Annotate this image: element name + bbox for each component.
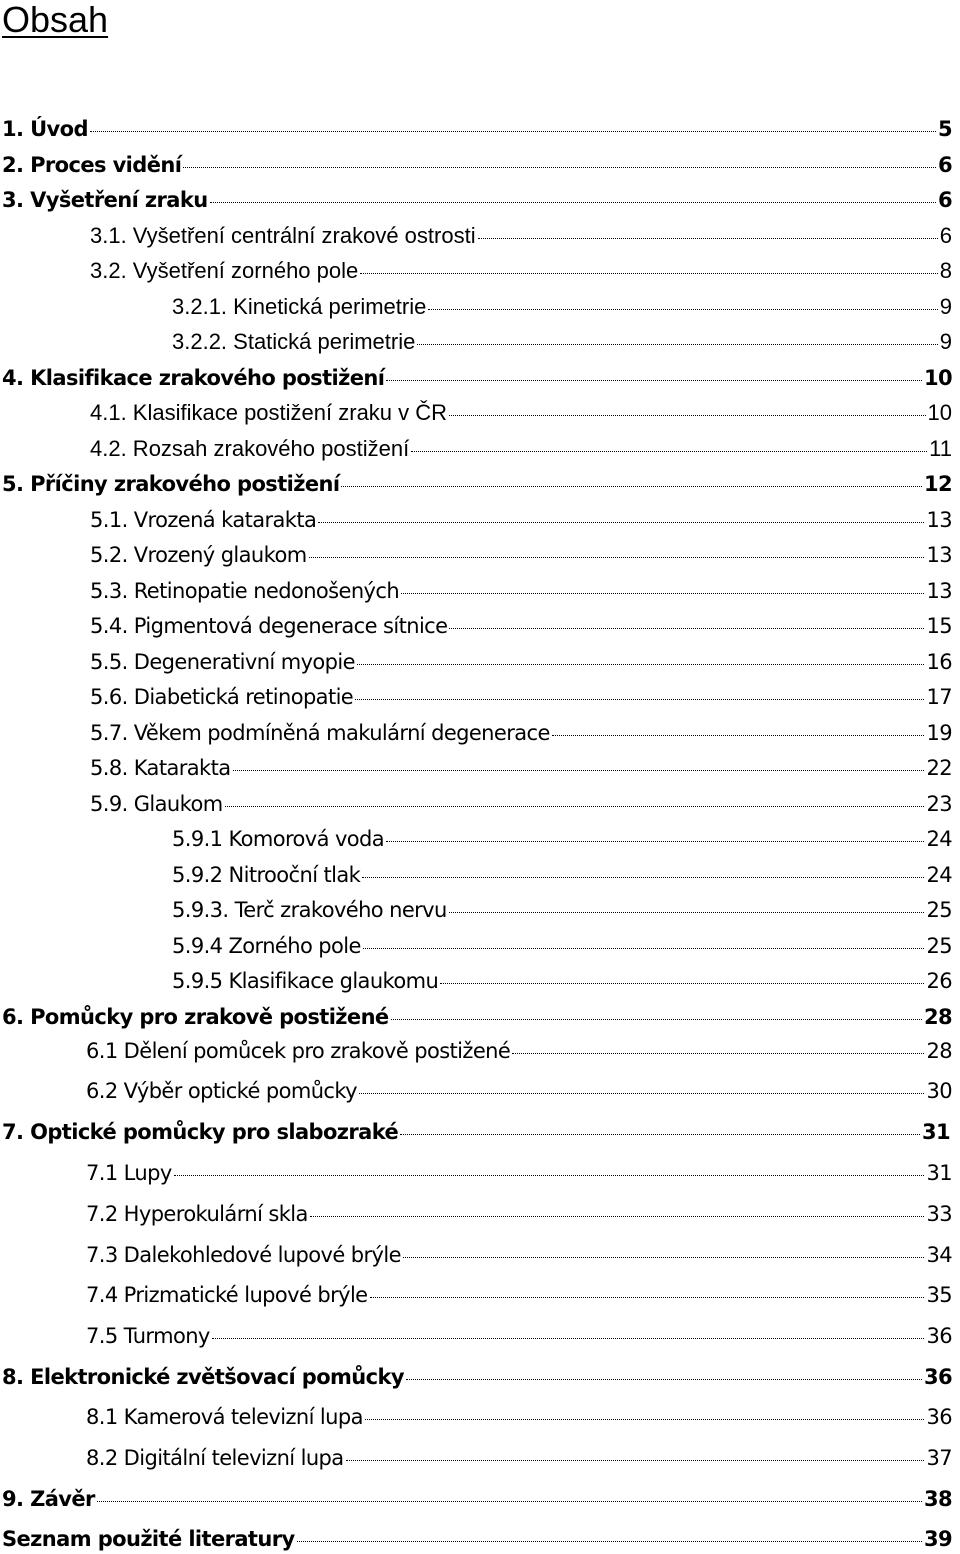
toc-entry-page-number: 6 bbox=[939, 223, 952, 248]
toc-entry[interactable] bbox=[90, 755, 952, 781]
toc-entry-page-number: 24 bbox=[926, 863, 952, 887]
toc-entry-page-number: 36 bbox=[926, 1324, 952, 1348]
toc-entry[interactable] bbox=[172, 329, 952, 355]
dot-leader bbox=[449, 912, 925, 913]
toc-entry-page-number: 8 bbox=[939, 258, 952, 283]
dot-leader bbox=[512, 1053, 924, 1054]
toc-entry[interactable] bbox=[90, 791, 952, 817]
toc-entry-label: 9. Závěr bbox=[2, 1487, 95, 1511]
toc-entry[interactable] bbox=[86, 1160, 952, 1186]
toc-entry-page-number: 39 bbox=[923, 1527, 952, 1551]
toc-entry[interactable] bbox=[172, 826, 952, 852]
toc-entry-page-number: 13 bbox=[926, 579, 952, 603]
dot-leader bbox=[400, 1134, 920, 1135]
toc-entry-label: 5.9.2 Nitrooční tlak bbox=[172, 863, 361, 887]
toc-entry-page-number: 26 bbox=[926, 969, 952, 993]
toc-entry-page-number: 10 bbox=[927, 400, 952, 425]
toc-entry-label: 5.9.3. Terč zrakového nervu bbox=[172, 898, 447, 922]
toc-entry-page-number: 9 bbox=[939, 294, 952, 319]
toc-entry-page-number: 33 bbox=[926, 1202, 952, 1226]
toc-entry-label: 5.4. Pigmentová degenerace sítnice bbox=[90, 614, 448, 638]
toc-entry[interactable] bbox=[172, 968, 952, 994]
toc-entry-page-number: 11 bbox=[929, 436, 952, 461]
dot-leader bbox=[417, 344, 937, 345]
toc-entry-label: 5.3. Retinopatie nedonošených bbox=[90, 579, 400, 603]
toc-entry-label: 5.5. Degenerativní myopie bbox=[90, 650, 355, 674]
toc-entry-label: 8. Elektronické zvětšovací pomůcky bbox=[2, 1365, 404, 1389]
toc-entry-page-number: 25 bbox=[926, 898, 952, 922]
dot-leader bbox=[386, 841, 924, 842]
toc-entry-page-number: 24 bbox=[926, 827, 952, 851]
toc-entry-label: 8.2 Digitální televizní lupa bbox=[86, 1446, 344, 1470]
dot-leader bbox=[225, 806, 925, 807]
toc-entry-page-number: 34 bbox=[926, 1243, 952, 1267]
dot-leader bbox=[183, 167, 936, 168]
toc-entry[interactable] bbox=[86, 1282, 952, 1308]
toc-entry-label: 7.5 Turmony bbox=[86, 1324, 210, 1348]
dot-leader bbox=[97, 1501, 922, 1502]
toc-entry[interactable] bbox=[90, 684, 952, 710]
toc-entry[interactable] bbox=[86, 1201, 952, 1227]
toc-entry[interactable] bbox=[2, 1119, 950, 1145]
toc-entry[interactable] bbox=[2, 1364, 952, 1390]
toc-entry-page-number: 22 bbox=[926, 756, 952, 780]
dot-leader bbox=[212, 1338, 925, 1339]
dot-leader bbox=[428, 309, 937, 310]
toc-entry-page-number: 19 bbox=[926, 721, 952, 745]
toc-entry-page-number: 35 bbox=[926, 1283, 952, 1307]
toc-entry[interactable] bbox=[172, 862, 952, 888]
toc-entry-label: 3.2.1. Kinetická perimetrie bbox=[172, 294, 427, 319]
toc-entry[interactable] bbox=[90, 258, 952, 284]
dot-leader bbox=[401, 593, 924, 594]
toc-entry-label: 4. Klasifikace zrakového postižení bbox=[2, 366, 385, 390]
toc-entry-label: 6.2 Výběr optické pomůcky bbox=[86, 1079, 357, 1103]
toc-entry-label: 8.1 Kamerová televizní lupa bbox=[86, 1405, 363, 1429]
toc-entry[interactable] bbox=[90, 223, 952, 249]
dot-leader bbox=[174, 1175, 925, 1176]
toc-entry-label: 5.6. Diabetická retinopatie bbox=[90, 685, 354, 709]
toc-entry-label: 5.9.1 Komorová voda bbox=[172, 827, 385, 851]
toc-entry-page-number: 23 bbox=[926, 792, 952, 816]
toc-entry-label: 5. Příčiny zrakového postižení bbox=[2, 472, 340, 496]
dot-leader bbox=[309, 557, 925, 558]
toc-entry-page-number: 28 bbox=[923, 1005, 952, 1029]
toc-entry[interactable] bbox=[2, 471, 952, 497]
toc-entry[interactable] bbox=[86, 1038, 952, 1064]
toc-entry-label: 5.9. Glaukom bbox=[90, 792, 223, 816]
toc-entry-page-number: 38 bbox=[923, 1487, 952, 1511]
toc-entry-label: 3.1. Vyšetření centrální zrakové ostrosti bbox=[90, 223, 476, 248]
toc-entry-page-number: 13 bbox=[926, 543, 952, 567]
toc-entry-label: 6.1 Dělení pomůcek pro zrakově postižené bbox=[86, 1039, 511, 1063]
toc-entry-page-number: 31 bbox=[921, 1120, 950, 1144]
dot-leader bbox=[341, 486, 922, 487]
toc-entry-page-number: 6 bbox=[937, 188, 952, 212]
dot-leader bbox=[449, 415, 925, 416]
toc-entry-label: 5.2. Vrozený glaukom bbox=[90, 543, 307, 567]
toc-entry-page-number: 9 bbox=[939, 329, 952, 354]
toc-entry[interactable] bbox=[86, 1242, 952, 1268]
dot-leader bbox=[346, 1460, 925, 1461]
toc-entry[interactable] bbox=[172, 897, 952, 923]
dot-leader bbox=[357, 664, 925, 665]
toc-entry-label: 7. Optické pomůcky pro slabozraké bbox=[2, 1120, 399, 1144]
toc-entry-label: 3.2. Vyšetření zorného pole bbox=[90, 258, 359, 283]
toc-entry-label: 5.1. Vrozená katarakta bbox=[90, 508, 317, 532]
dot-leader bbox=[411, 451, 927, 452]
toc-entry-label: 7.3 Dalekohledové lupové brýle bbox=[86, 1243, 401, 1267]
toc-entry[interactable] bbox=[172, 933, 952, 959]
dot-leader bbox=[210, 202, 936, 203]
dot-leader bbox=[363, 948, 925, 949]
dot-leader bbox=[233, 770, 925, 771]
toc-entry-label: 1. Úvod bbox=[2, 117, 88, 141]
toc-entry-label: 7.4 Prizmatické lupové brýle bbox=[86, 1283, 368, 1307]
toc-entry-label: 7.2 Hyperokulární skla bbox=[86, 1202, 308, 1226]
toc-entry[interactable] bbox=[2, 1526, 952, 1552]
toc-entry[interactable] bbox=[90, 613, 952, 639]
toc-entry[interactable] bbox=[172, 294, 952, 320]
dot-leader bbox=[318, 522, 924, 523]
toc-entry-label: 5.8. Katarakta bbox=[90, 756, 231, 780]
toc-entry[interactable] bbox=[2, 116, 952, 142]
toc-entry[interactable] bbox=[90, 400, 952, 426]
toc-entry-label: 5.7. Věkem podmíněná makulární degenerace bbox=[90, 721, 550, 745]
toc-entry-page-number: 30 bbox=[926, 1079, 952, 1103]
dot-leader bbox=[90, 131, 936, 132]
dot-leader bbox=[362, 877, 924, 878]
toc-entry-page-number: 25 bbox=[926, 934, 952, 958]
dot-leader bbox=[406, 1379, 922, 1380]
toc-entry-page-number: 31 bbox=[926, 1161, 952, 1185]
dot-leader bbox=[370, 1297, 925, 1298]
toc-entry-page-number: 28 bbox=[926, 1039, 952, 1063]
dot-leader bbox=[391, 1019, 922, 1020]
dot-leader bbox=[310, 1216, 925, 1217]
toc-entry-page-number: 6 bbox=[937, 153, 952, 177]
toc-entry[interactable] bbox=[2, 152, 952, 178]
toc-entry-label: 4.2. Rozsah zrakového postižení bbox=[90, 436, 410, 461]
toc-entry[interactable] bbox=[86, 1323, 952, 1349]
toc-entry-page-number: 37 bbox=[926, 1446, 952, 1470]
dot-leader bbox=[386, 380, 922, 381]
dot-leader bbox=[359, 1093, 924, 1094]
toc-entry-page-number: 5 bbox=[937, 117, 952, 141]
toc-entry-label: 2. Proces vidění bbox=[2, 153, 182, 177]
toc-entry-page-number: 12 bbox=[923, 472, 952, 496]
dot-leader bbox=[360, 273, 938, 274]
toc-entry-page-number: 36 bbox=[926, 1405, 952, 1429]
toc-entry[interactable] bbox=[90, 542, 952, 568]
toc-entry-label: 3. Vyšetření zraku bbox=[2, 188, 208, 212]
toc-entry-page-number: 16 bbox=[926, 650, 952, 674]
dot-leader bbox=[355, 699, 924, 700]
toc-entry-page-number: 10 bbox=[923, 366, 952, 390]
toc-entry-label: 5.9.4 Zorného pole bbox=[172, 934, 361, 958]
toc-entry[interactable] bbox=[90, 578, 952, 604]
toc-entry-label: 6. Pomůcky pro zrakově postižené bbox=[2, 1005, 389, 1029]
dot-leader bbox=[478, 238, 938, 239]
toc-entry-page-number: 36 bbox=[923, 1365, 952, 1389]
dot-leader bbox=[365, 1419, 925, 1420]
toc-entry[interactable] bbox=[2, 1004, 952, 1030]
dot-leader bbox=[449, 628, 924, 629]
toc-entry[interactable] bbox=[86, 1445, 952, 1471]
dot-leader bbox=[440, 983, 924, 984]
toc-entry[interactable] bbox=[2, 365, 952, 391]
dot-leader bbox=[552, 735, 925, 736]
toc-entry-label: 5.9.5 Klasifikace glaukomu bbox=[172, 969, 439, 993]
toc-entry-page-number: 15 bbox=[926, 614, 952, 638]
toc-entry[interactable] bbox=[90, 507, 952, 533]
toc-entry[interactable] bbox=[90, 720, 952, 746]
toc-entry[interactable] bbox=[90, 436, 952, 462]
dot-leader bbox=[403, 1257, 925, 1258]
page-title: Obsah bbox=[2, 0, 109, 40]
toc-entry-page-number: 17 bbox=[926, 685, 952, 709]
toc-entry-page-number: 13 bbox=[926, 508, 952, 532]
toc-entry-label: 7.1 Lupy bbox=[86, 1161, 172, 1185]
toc-entry[interactable] bbox=[86, 1404, 952, 1430]
toc-entry[interactable] bbox=[90, 649, 952, 675]
toc-entry-label: 3.2.2. Statická perimetrie bbox=[172, 329, 416, 354]
toc-entry[interactable] bbox=[2, 187, 952, 213]
dot-leader bbox=[297, 1541, 922, 1542]
toc-entry-label: 4.1. Klasifikace postižení zraku v ČR bbox=[90, 400, 448, 425]
toc-entry[interactable] bbox=[2, 1486, 952, 1512]
toc-entry[interactable] bbox=[86, 1078, 952, 1104]
toc-entry-label: Seznam použité literatury bbox=[2, 1527, 295, 1551]
